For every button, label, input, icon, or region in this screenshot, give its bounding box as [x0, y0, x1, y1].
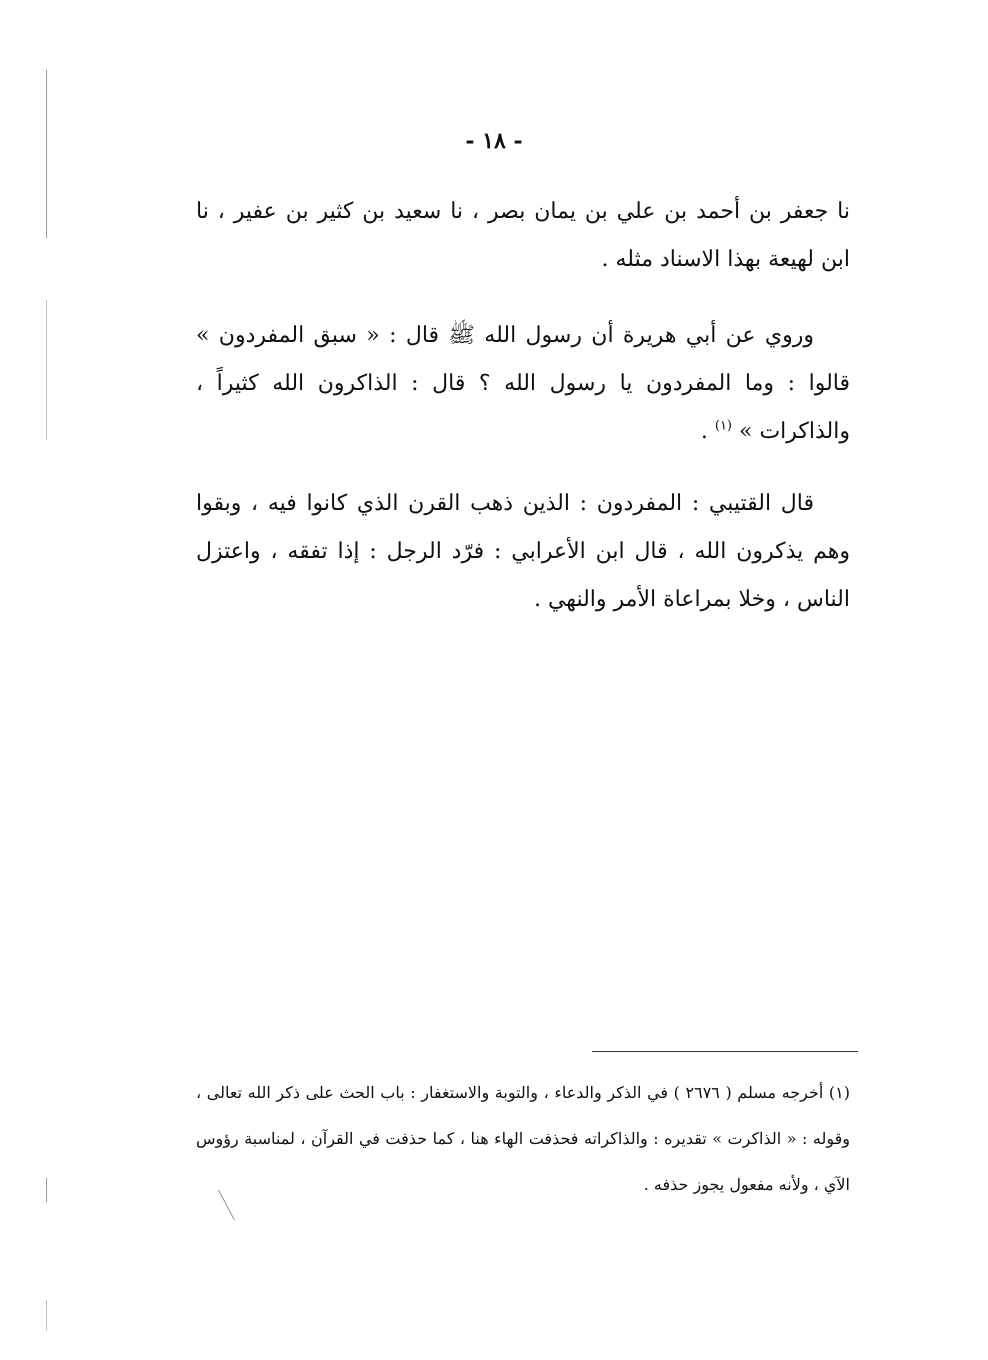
scan-edge-line: [46, 70, 47, 238]
paragraph-text: وروي عن أبي هريرة أن رسول الله ﷺ قال : « سبق المفردون » قالوا : وما المفردون يا رسول الله ؟ قال : الذاكرون الله كثيراً ، والذاكرات »: [196, 323, 850, 444]
footnote-reference: (١): [714, 418, 732, 434]
paragraph-isnad: [196, 188, 850, 284]
scan-edge-line: [46, 1178, 47, 1202]
footnote-divider: [592, 1051, 858, 1052]
page-number: - ١٨ -: [465, 128, 523, 154]
footnote: [196, 1070, 850, 1208]
paragraph-end: .: [700, 419, 715, 444]
footnote-text: (١) أخرجه مسلم ( ٢٦٧٦ ) في الذكر والدعاء ، والتوبة والاستغفار : باب الحث على ذكر الله تعالى ، وقوله : « الذاكرت » تقديره : والذاكراته فحذفت الهاء هنا ، كما حذفت في القرآن ، لمناسبة رؤوس الآي ، ولأنه مفعول يجوز حذفه .: [196, 1083, 851, 1194]
paragraph-hadith: [196, 312, 850, 456]
scan-edge-line: [46, 300, 47, 440]
scan-edge-line: [46, 1300, 47, 1330]
paragraph-text: قال القتيبي : المفردون : الذين ذهب القرن الذي كانوا فيه ، وبقوا وهم يذكرون الله ، قال ابن الأعرابي : فرّد الرجل : إذا تفقه ، واعتزل الناس ، وخلا بمراعاة الأمر والنهي .: [196, 491, 850, 612]
paragraph-commentary: [196, 480, 850, 624]
paragraph-text: نا جعفر بن أحمد بن علي بن يمان بصر ، نا سعيد بن كثير بن عفير ، نا ابن لهيعة بهذا الاسناد مثله .: [196, 199, 850, 272]
